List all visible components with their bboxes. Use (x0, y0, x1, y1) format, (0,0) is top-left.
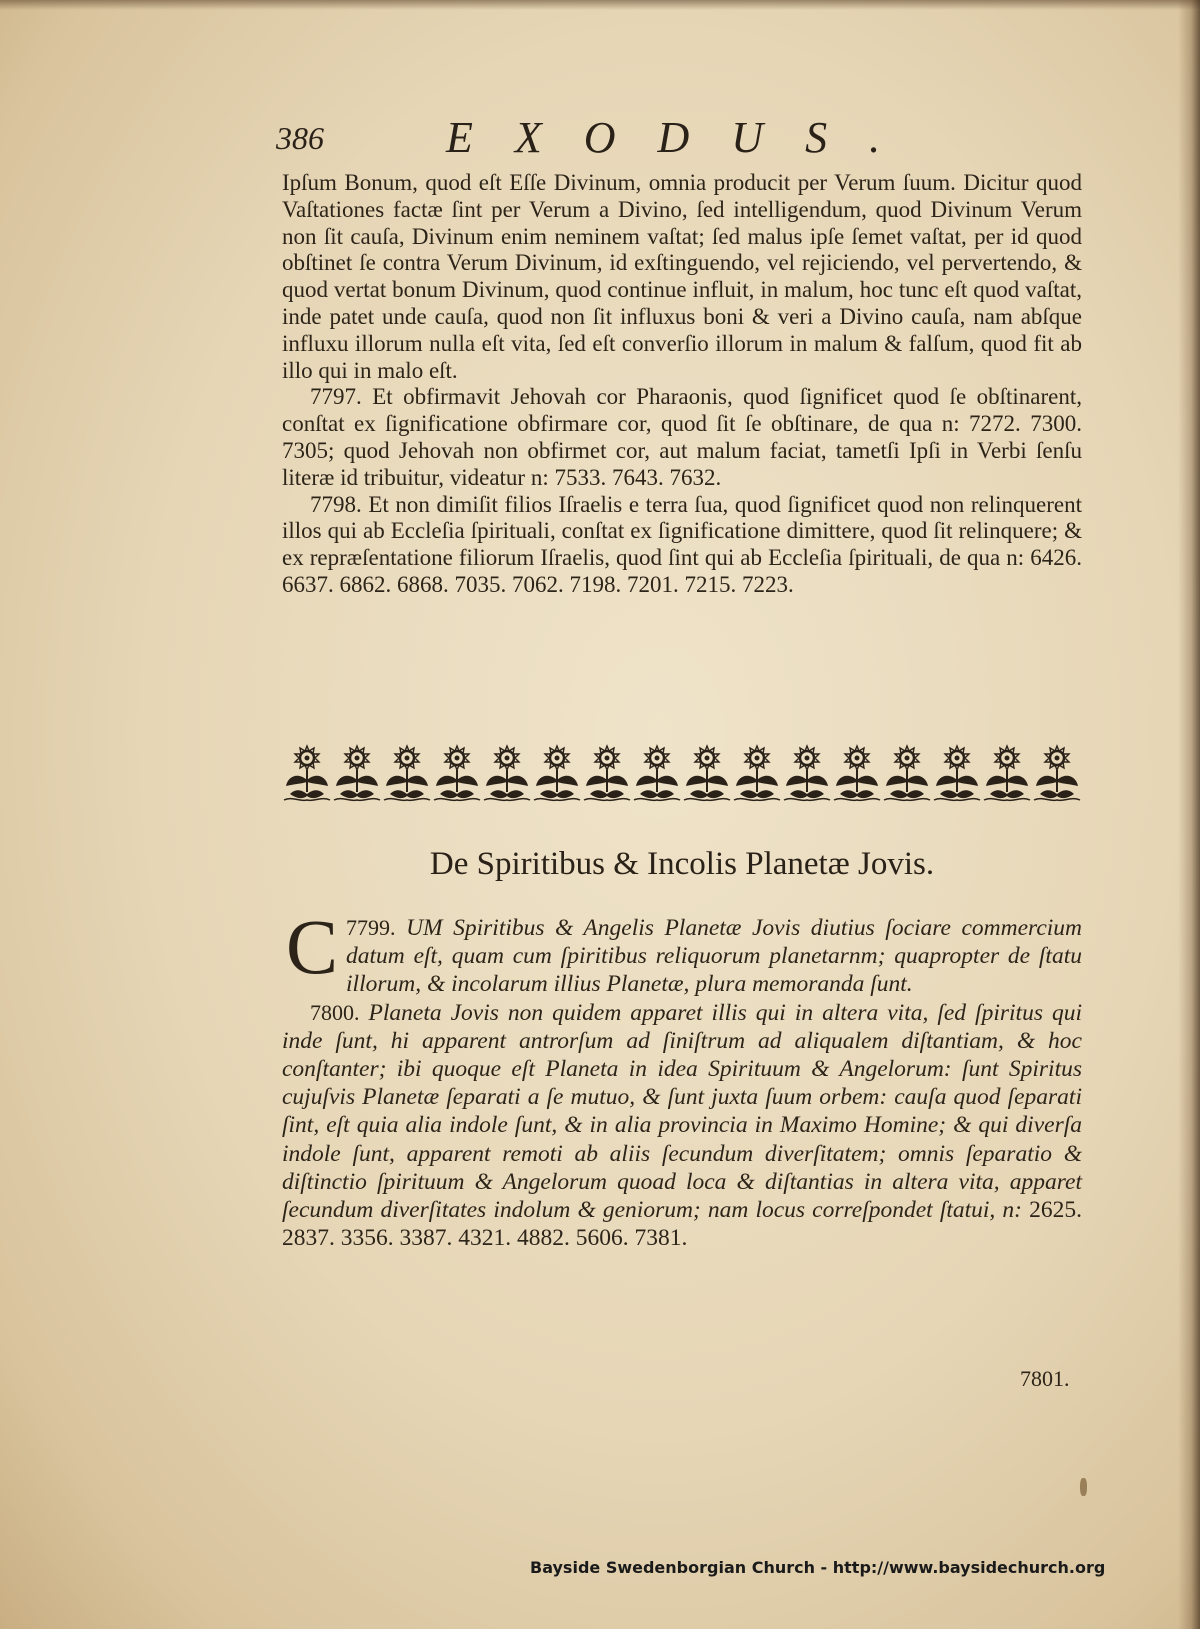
floral-ornament-band (282, 738, 1082, 810)
paragraph-7799-text: UM Spiritibus & Angelis Planetæ Jovis diutius ſociare commercium datum eſt, quam cum ſpiritibus reliquorum planetarnm; quapropter de ſtatu illorum, & incolarum illius Planetæ, plura memoranda ſunt. (346, 915, 1083, 998)
section-text (282, 903, 1083, 1252)
paragraph-7797: 7797. Et obfirmavit Jehovah cor Pharaonis, quod ſignificet quod ſe obſtinarent, conſtat ex ſignificatione obfirmare cor, quod ſit ſe obſtinare, de qua n: 7272. 7300. 7305; quod Jehovah non obfirmet cor, aut malum faciat, tametſi Ipſi in Verbi ſenſu literæ id tribuitur, videatur n: 7533. 7643. 7632. (282, 384, 1082, 490)
paragraph-7798: 7798. Et non dimiſit filios Iſraelis e terra ſua, quod ſignificet quod non relinquerent illos qui ab Eccleſia ſpirituali, conſtat ex ſignificatione dimittere, quod ſit relinquere; & ex repræſentatione filiorum Iſraelis, quod ſint qui ab Eccleſia ſpirituali, de qua n: 6426. 6637. 6862. 6868. 7035. 7062. 7198. 7201. 7215. 7223. (282, 491, 1082, 597)
section-heading: De Spiritibus & Incolis Planetæ Jovis. (429, 846, 935, 882)
paragraph-7799 (282, 903, 1083, 999)
paragraph-7800-text: Planeta Jovis non quidem apparet illis qui in altera vita, ſed ſpiritus qui inde ſunt, hi apparent antrorſum ad ſiniſtrum ad aliqualem diſtantiam, & hoc conſtanter; ibi quoque eſt Planeta in idea Spirituum & Angelorum: ſunt Spiritus cujuſvis Planetæ ſeparati a ſe mutuo, & ſunt juxta ſuum orbem: cauſa quod ſeparati ſint, eſt quia alia indole ſunt, & in alia provincia in Maximo Homine; & qui diverſa indole ſunt, apparent remoti ab aliis ſecundum diverſitatem; omnis ſeparatio & diſtinctio ſpirituum & Angelorum quoad loca & diſtantias in altera vita, apparet ſecundum diverſitates indolum & geniorum; nam locus correſpondet ſtatui, n: (282, 999, 1082, 1224)
paragraph-7800 (282, 999, 1082, 1253)
running-header (276, 112, 923, 172)
paragraph-number-7800: 7800. (310, 999, 360, 1025)
page-binding-shadow (1178, 0, 1200, 1629)
paragraph-7800-references: 2625. 2837. 3356. 3387. 4321. 4882. 5606. 7381. (282, 1197, 1082, 1252)
main-text (282, 170, 1082, 599)
catchword: 7801. (1020, 1366, 1070, 1391)
page-number: 386 (276, 120, 324, 156)
paragraph-number-7799: 7799. (346, 915, 396, 940)
footer-credit: Bayside Swedenborgian Church - http://www.baysidechurch.org (530, 1558, 1106, 1577)
ink-blot (1080, 1478, 1087, 1496)
paragraph-continuation: Ipſum Bonum, quod eſt Eſſe Divinum, omnia producit per Verum ſuum. Dicitur quod Vaſtationes factæ ſint per Verum a Divino, ſed intelligendum, quod Divinum Verum non ſit cauſa, Divinum enim neminem vaſtat; ſed malus ipſe ſemet vaſtat, per id quod obſtinet ſe contra Verum Divinum, id exſtinguendo, vel rejiciendo, vel pervertendo, & quod vertat bonum Divinum, quod continue influit, in malum, hoc tunc eſt quod vaſtat, inde patet unde cauſa, quod non ſit influxus boni & veri a Divino cauſa, nam abſque influxu illorum nulla eſt vita, ſed eſt converſio illorum in malum & falſum, quod fit ab illo qui in malo eſt. (282, 170, 1082, 383)
drop-cap: C (286, 903, 339, 990)
running-title: EXODUS. (446, 113, 923, 162)
page-top-shadow (0, 0, 1200, 10)
